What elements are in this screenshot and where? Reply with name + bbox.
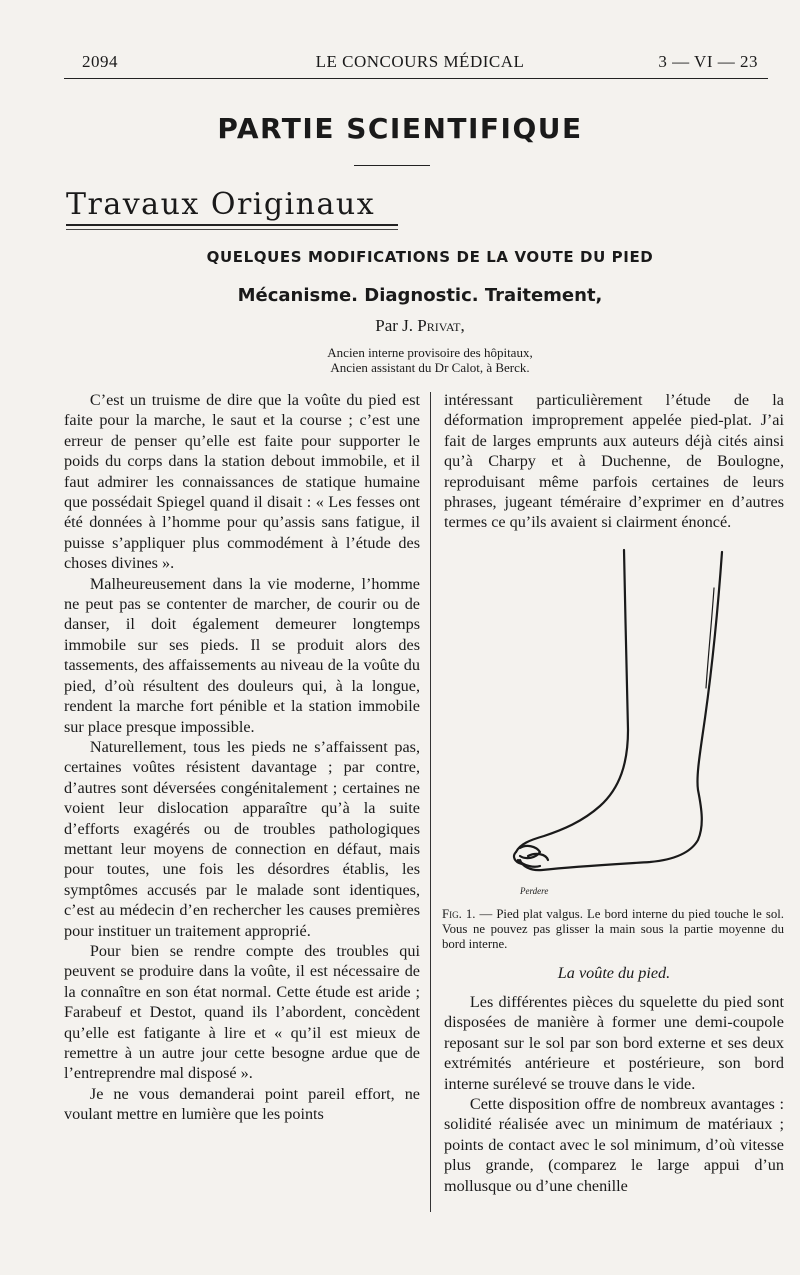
figure-label: Fig. 1. (442, 907, 476, 921)
paragraph: Je ne vous demanderai point pareil effort, ne voulant mettre en lumière que les points (64, 1084, 420, 1124)
figure-caption (442, 907, 784, 952)
journal-title: LE CONCOURS MÉDICAL (315, 52, 525, 71)
caption-text: — Pied plat valgus. Le bord interne du pied touche le sol. Vous ne pouvez pas glisser la main sous la partie moyenne du bord interne. (442, 907, 784, 951)
paragraph: Naturellement, tous les pieds ne s’affaissent pas, certaines voûtes résistent davantage ; par contre, d’autres sont déversées congénitalement ; certaines ne voient leur dislocation apparaître qu’à la suite d’efforts exagérés ou de troubles pathologiques mettant leur moyens de connection en défaut, mais pour toutes, une fois les désordres établis, les symptômes accusés par le malade sont identiques, c’est au médecin d’en rechercher les causes premières pour instituer un traitement approprié. (64, 737, 420, 940)
affiliation-line-1: Ancien interne provisoire des hôpitaux, (327, 345, 533, 360)
illustrator-signature: Perdere (520, 886, 549, 896)
right-column (444, 992, 784, 1196)
author-affiliation (0, 345, 800, 375)
issue-date: 3 — VI — 23 (658, 52, 758, 71)
paragraph: Pour bien se rendre compte des troubles qui peuvent se produire dans la voûte, il est nécessaire de la connaître en son état normal. Cette étude est aride ; Farabeuf et Destot, quand ils l’abordent, concèdent qu’elle est fatigante à lire et « qu’il est mieux de remettre à un autre jour cette besogne ardue que de l’entreprendre mal disposé ». (64, 941, 420, 1083)
right-column-continuation (444, 390, 784, 533)
rubric-underline (66, 224, 398, 226)
running-head (82, 52, 758, 74)
article-title: QUELQUES MODIFICATIONS DE LA VOUTE DU PIED (206, 248, 654, 266)
section-title-rule (354, 165, 430, 166)
leg-back-outline (520, 552, 722, 870)
paragraph: C’est un truisme de dire que la voûte du pied est faite pour la marche, le saut et la course ; c’est une erreur de penser qu’elle est faite pour supporter le poids du corps dans la station debout immobile, et il faut admirer les connaissances de statique humaine que possédait Spiegel quand il disait : « Les fesses ont été données à l’homme pour qu’assis sans fatigue, il puisse s’appliquer plus commodément à l’étude des choses divines ». (64, 391, 420, 573)
byline (0, 316, 800, 336)
column-divider (430, 392, 431, 1212)
rubric-underline-thin (66, 229, 398, 230)
paragraph: intéressant particulièrement l’étude de la déformation improprement appelée pied-plat. J’ai fait de larges emprunts aux auteurs déjà cités ainsi qu’à Charpy et à Duchenne, de Boulogne, reproduisant même parfois certaines de leurs phrases, jugeant téméraire d’exprimer en d’autres termes ce qu’ils avaient si clairment énoncé. (444, 391, 784, 532)
affiliation-line-2: Ancien assistant du Dr Calot, à Berck. (330, 360, 530, 375)
left-column (64, 390, 420, 1125)
author-name: Privat, (417, 316, 465, 335)
paragraph: Les différentes pièces du squelette du pied sont disposées de manière à former une demi-coupole reposant sur le sol par son bord externe et ses deux extrémités antérieure et postérieure, son bord interne surélevé se trouve dans le vide. (444, 993, 784, 1093)
page-number: 2094 (82, 52, 118, 71)
header-rule (64, 78, 768, 79)
paragraph: Cette disposition offre de nombreux avantages : solidité réalisée avec un minimum de matériaux ; points de contact avec le sol minimum, d’où vitesse plus grande, (comparez le large appui d’un mollusque ou d’une chenille (444, 1095, 784, 1195)
section-title: PARTIE SCIENTIFIQUE (217, 112, 583, 145)
byline-prefix: Par J. (375, 316, 418, 335)
leg-front-outline (516, 550, 628, 852)
article-subtitle: Mécanisme. Diagnostic. Traitement, (237, 285, 603, 306)
paragraph: Malheureusement dans la vie moderne, l’homme ne peut pas se contenter de marcher, de courir ou de danser, il doit également demeurer longtemps immobile sur ses pieds. Il se produit alors des tassements, des affaissements au niveau de la voûte du pied, d’où résultent des douleurs qui, à la longue, rendent la marche fort pénible et la station immobile sur place presque impossible. (64, 574, 420, 736)
rubric-heading: Travaux Originaux (66, 187, 376, 222)
subheading: La voûte du pied. (557, 964, 671, 982)
foot-illustration (500, 548, 740, 894)
